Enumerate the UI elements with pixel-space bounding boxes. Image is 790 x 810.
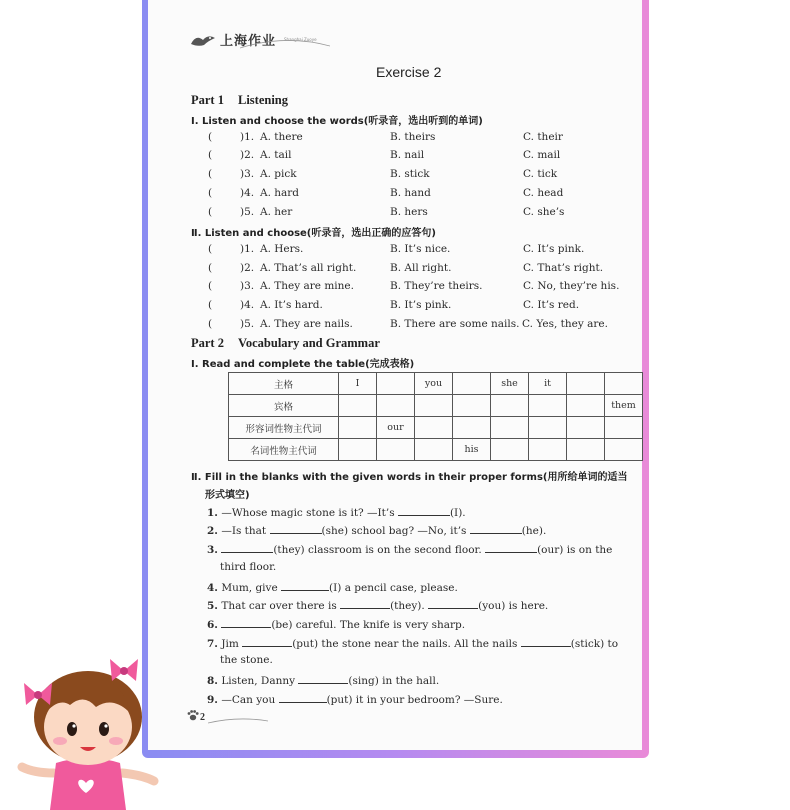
- option-c: C. Yes, they are.: [522, 318, 608, 330]
- table-cell[interactable]: it: [529, 373, 567, 395]
- table-cell[interactable]: [415, 395, 453, 417]
- list-item: [208, 262, 638, 278]
- item-text: (they) classroom is on the second floor.: [273, 544, 482, 556]
- answer-bracket: (: [208, 131, 213, 143]
- answer-blank[interactable]: [485, 542, 537, 553]
- list-item: [207, 692, 503, 706]
- table-cell[interactable]: [567, 373, 605, 395]
- row-header: 形容词性物主代词: [229, 417, 339, 439]
- item-text: (put) the stone near the nails. All the nails: [292, 638, 518, 650]
- item-text: Jim: [221, 638, 239, 650]
- table-cell[interactable]: [567, 417, 605, 439]
- item-text: Mum, give: [221, 582, 278, 594]
- table-cell[interactable]: [529, 439, 567, 461]
- list-item: [208, 168, 638, 184]
- item-number: 6.: [207, 619, 218, 631]
- item-continuation: the stone.: [220, 654, 273, 666]
- part2-heading: [191, 336, 380, 351]
- option-a: A. tail: [260, 149, 292, 161]
- list-item: [208, 131, 638, 147]
- option-b: B. They’re theirs.: [390, 280, 483, 292]
- list-item: [207, 542, 612, 556]
- option-c: C. head: [523, 187, 564, 199]
- item-text: (be) careful. The knife is very sharp.: [271, 619, 466, 631]
- option-a: A. pick: [260, 168, 297, 180]
- answer-blank[interactable]: [279, 692, 327, 703]
- list-item: [207, 580, 458, 594]
- answer-blank[interactable]: [298, 673, 348, 684]
- table-cell[interactable]: I: [339, 373, 377, 395]
- answer-bracket: (: [208, 280, 213, 292]
- table-cell[interactable]: [567, 395, 605, 417]
- answer-blank[interactable]: [521, 636, 571, 647]
- item-number: )3.: [240, 280, 255, 292]
- list-item: [207, 505, 466, 519]
- cartoon-girl-illustration: [14, 655, 164, 810]
- option-c: C. No, they’re his.: [523, 280, 620, 292]
- item-text: That car over there is: [221, 600, 337, 612]
- table-cell[interactable]: [377, 395, 415, 417]
- series-subtitle: Shanghai Zuoye: [284, 37, 317, 42]
- table-cell[interactable]: [605, 373, 643, 395]
- answer-bracket: (: [208, 168, 213, 180]
- table-cell[interactable]: [377, 439, 415, 461]
- row-header: 主格: [229, 373, 339, 395]
- answer-bracket: (: [208, 318, 213, 330]
- option-a: A. her: [260, 206, 293, 218]
- item-number: 3.: [207, 544, 218, 556]
- list-item: [207, 523, 546, 537]
- option-b: B. All right.: [390, 262, 452, 274]
- table-row: [229, 417, 643, 439]
- item-text: (I) a pencil case, please.: [329, 582, 458, 594]
- table-cell[interactable]: [567, 439, 605, 461]
- part1-heading: [191, 93, 288, 108]
- table-cell[interactable]: them: [605, 395, 643, 417]
- page-number: 2: [200, 712, 205, 723]
- item-text: (you) is here.: [478, 600, 549, 612]
- item-number: 8.: [207, 675, 218, 687]
- option-b: B. nail: [390, 149, 425, 161]
- option-a: A. They are mine.: [260, 280, 354, 292]
- option-a: A. hard: [260, 187, 300, 199]
- table-cell[interactable]: [377, 373, 415, 395]
- footer-swoosh: [208, 717, 268, 725]
- item-number: )2.: [240, 262, 255, 274]
- item-number: )4.: [240, 299, 255, 311]
- option-a: A. there: [260, 131, 303, 143]
- item-number: )5.: [240, 206, 255, 218]
- list-item: [208, 206, 638, 222]
- option-c: C. It’s pink.: [523, 243, 585, 255]
- part2-sec1-heading: Ⅰ. Read and complete the table(完成表格): [191, 359, 415, 370]
- part2-label: Part 2: [191, 336, 224, 350]
- option-c: C. she’s: [523, 206, 565, 218]
- answer-blank[interactable]: [340, 598, 390, 609]
- part1-label: Part 1: [191, 93, 224, 107]
- table-cell[interactable]: [491, 439, 529, 461]
- option-b: B. stick: [390, 168, 430, 180]
- item-number: 7.: [207, 638, 218, 650]
- table-row: [229, 439, 643, 461]
- option-c: C. mail: [523, 149, 561, 161]
- item-text: Listen, Danny: [221, 675, 296, 687]
- table-cell[interactable]: [415, 417, 453, 439]
- answer-bracket: (: [208, 262, 213, 274]
- option-b: B. There are some nails.: [390, 318, 520, 330]
- table-cell[interactable]: [529, 395, 567, 417]
- option-a: A. That’s all right.: [260, 262, 357, 274]
- item-number: )1.: [240, 243, 255, 255]
- part1-title: Listening: [237, 93, 288, 107]
- option-c: C. their: [523, 131, 563, 143]
- answer-blank[interactable]: [221, 542, 273, 553]
- table-cell[interactable]: she: [491, 373, 529, 395]
- option-c: C. That’s right.: [523, 262, 604, 274]
- table-cell[interactable]: you: [415, 373, 453, 395]
- answer-bracket: (: [208, 187, 213, 199]
- item-text: —Whose magic stone is it? —It’s: [221, 507, 395, 519]
- item-text: (our) is on the: [537, 544, 613, 556]
- table-cell[interactable]: [415, 439, 453, 461]
- table-cell[interactable]: [453, 417, 491, 439]
- part1-sec1-heading: Ⅰ. Listen and choose the words(听录音，选出听到的单词): [191, 116, 483, 127]
- item-text: —Is that: [221, 525, 267, 537]
- list-item: [208, 149, 638, 165]
- item-number: )2.: [240, 149, 255, 161]
- table-cell[interactable]: our: [377, 417, 415, 439]
- option-a: A. Hers.: [260, 243, 304, 255]
- list-item: [207, 617, 465, 631]
- row-header: 名词性物主代词: [229, 439, 339, 461]
- item-number: )3.: [240, 168, 255, 180]
- list-item: [208, 187, 638, 203]
- option-b: B. hers: [390, 206, 428, 218]
- option-b: B. It’s pink.: [390, 299, 452, 311]
- item-text: (I).: [449, 507, 466, 519]
- answer-blank[interactable]: [221, 617, 271, 628]
- option-b: B. It’s nice.: [390, 243, 451, 255]
- list-item: [208, 280, 638, 296]
- table-cell[interactable]: [491, 395, 529, 417]
- item-number: 4.: [207, 582, 218, 594]
- paw-icon: [186, 708, 200, 722]
- list-item: [208, 299, 638, 315]
- list-item: [207, 673, 439, 687]
- answer-blank[interactable]: [242, 636, 292, 647]
- item-text: (he).: [521, 525, 547, 537]
- item-text: (put) it in your bedroom? —Sure.: [326, 694, 503, 706]
- answer-bracket: (: [208, 149, 213, 161]
- answer-bracket: (: [208, 299, 213, 311]
- header-swoosh: [240, 36, 330, 50]
- table-cell[interactable]: [529, 417, 567, 439]
- item-text: —Can you: [221, 694, 276, 706]
- table-cell[interactable]: [339, 417, 377, 439]
- answer-blank[interactable]: [281, 580, 329, 591]
- pronoun-table: [228, 372, 643, 461]
- answer-bracket: (: [208, 206, 213, 218]
- table-row: [229, 395, 643, 417]
- item-number: 5.: [207, 600, 218, 612]
- table-cell[interactable]: [339, 395, 377, 417]
- table-cell[interactable]: [605, 439, 643, 461]
- option-c: C. tick: [523, 168, 558, 180]
- series-title: 上海作业: [220, 34, 277, 49]
- item-text: (she) school bag? —No, it’s: [321, 525, 467, 537]
- answer-blank[interactable]: [428, 598, 478, 609]
- item-number: )5.: [240, 318, 255, 330]
- exercise-title: Exercise 2: [376, 64, 442, 80]
- list-item: [207, 598, 548, 612]
- table-cell[interactable]: [453, 395, 491, 417]
- table-cell[interactable]: [605, 417, 643, 439]
- part2-sec2-heading-line1: Ⅱ. Fill in the blanks with the given words in their proper forms(用所给单词的适当: [191, 472, 628, 483]
- answer-blank[interactable]: [270, 523, 322, 534]
- bird-icon: [190, 32, 216, 48]
- item-text: (they).: [390, 600, 425, 612]
- part2-sec2-heading-line2: 形式填空): [205, 490, 250, 501]
- answer-blank[interactable]: [470, 523, 522, 534]
- option-a: A. They are nails.: [260, 318, 353, 330]
- item-text: (stick) to: [570, 638, 619, 650]
- item-text: (sing) in the hall.: [348, 675, 440, 687]
- table-cell[interactable]: [453, 373, 491, 395]
- option-b: B. hand: [390, 187, 431, 199]
- table-row: [229, 373, 643, 395]
- row-header: 宾格: [229, 395, 339, 417]
- answer-blank[interactable]: [398, 505, 450, 516]
- option-b: B. theirs: [390, 131, 436, 143]
- list-item: [208, 318, 638, 334]
- item-number: )4.: [240, 187, 255, 199]
- table-cell[interactable]: [339, 439, 377, 461]
- table-cell[interactable]: [491, 417, 529, 439]
- table-cell[interactable]: his: [453, 439, 491, 461]
- item-number: 9.: [207, 694, 218, 706]
- item-number: 1.: [207, 507, 218, 519]
- option-a: A. It’s hard.: [260, 299, 323, 311]
- part2-title: Vocabulary and Grammar: [237, 336, 380, 350]
- list-item: [208, 243, 638, 259]
- part1-sec2-heading: Ⅱ. Listen and choose(听录音，选出正确的应答句): [191, 228, 436, 239]
- item-number: 2.: [207, 525, 218, 537]
- list-item: [207, 636, 618, 650]
- option-c: C. It’s red.: [523, 299, 580, 311]
- item-continuation: third floor.: [220, 561, 277, 573]
- item-number: )1.: [240, 131, 255, 143]
- answer-bracket: (: [208, 243, 213, 255]
